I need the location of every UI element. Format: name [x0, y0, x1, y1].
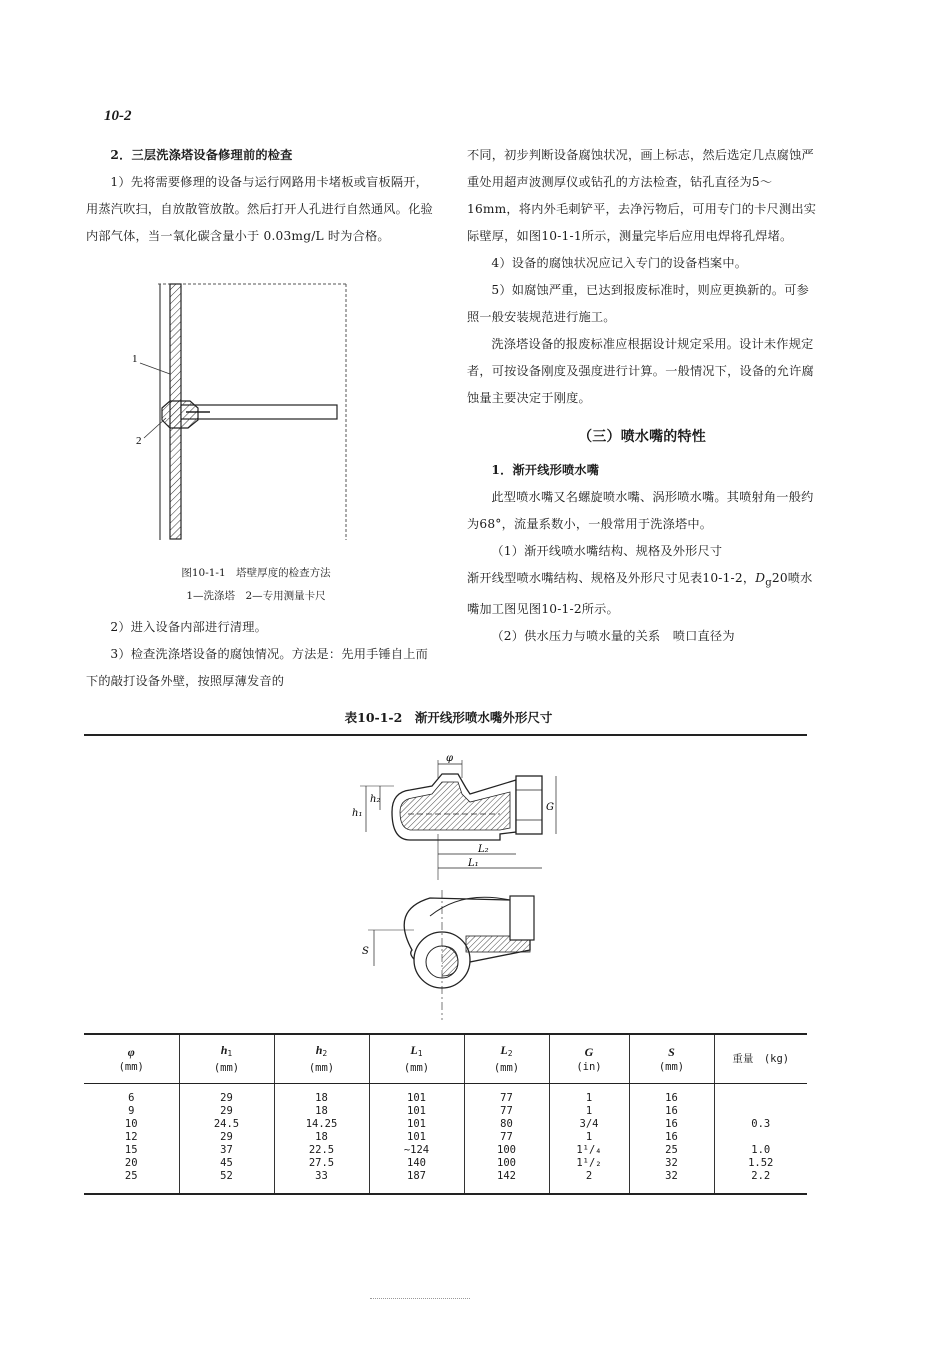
col-weight-values: 0.3 1.0 1.52 2.2 — [714, 1084, 807, 1195]
col-phi-values: 6 9 10 12 15 20 25 — [124, 1092, 138, 1182]
nozzle-side-view — [362, 890, 534, 1020]
table-row — [84, 1084, 807, 1195]
paragraph-r8: （2）供水压力与喷水量的关系 喷口直径为 — [491, 629, 735, 644]
header-h1: $h_1$ (mm) — [179, 1034, 274, 1084]
left-column — [86, 142, 436, 250]
spec-table — [84, 1033, 807, 1195]
col-G-values: 1 1 3/4 1 1¹/₄ 1¹/₂ 2 — [549, 1084, 629, 1195]
paragraph-r3: 5）如腐蚀严重，已达到报废标准时，则应更换新的。可参照一般安装规范进行施工。 — [467, 283, 810, 324]
section-heading: 2．三层洗涤塔设备修理前的检查 — [110, 148, 293, 162]
paragraph-r5: 此型喷水嘴又名螺旋喷水嘴、涡形喷水嘴。其喷射角一般约为68°，流量系数小，一般常用于洗涤塔中。 — [467, 490, 814, 531]
col-S-values: 16 16 16 16 25 32 32 — [629, 1084, 714, 1195]
col-h2-values: 18 18 14.25 18 22.5 27.5 33 — [274, 1084, 369, 1195]
header-L2: $L_2$ (mm) — [464, 1034, 549, 1084]
page-number: 10-2 — [104, 108, 132, 124]
dim-phi: φ — [446, 753, 454, 764]
table-header-row — [84, 1034, 807, 1084]
tower-wall-figure — [118, 278, 358, 558]
col-L2-values: 77 77 80 77 100 100 142 — [464, 1084, 549, 1195]
left-column-bottom — [86, 614, 436, 695]
figure1-caption: 图10-1-1 塔壁厚度的检查方法 — [181, 567, 331, 579]
sub-heading: 1．渐开线形喷水嘴 — [491, 463, 600, 477]
label-1: 1 — [132, 353, 138, 365]
header-weight: 重量 (kg) — [714, 1034, 807, 1084]
header-h2: $h_2$ (mm) — [274, 1034, 369, 1084]
col-h1-values: 29 29 24.5 29 37 45 52 — [179, 1084, 274, 1195]
paragraph-r6: （1）渐开线喷水嘴结构、规格及外形尺寸 — [491, 544, 723, 558]
paragraph-r4: 洗涤塔设备的报废标准应根据设计规定采用。设计未作规定者，可按设备刚度及强度进行计算。一般情况下，设备的允许腐蚀量主要决定于刚度。 — [467, 337, 814, 405]
header-S: S (mm) — [629, 1034, 714, 1084]
section-title: （三）喷水嘴的特性 — [578, 429, 706, 445]
paragraph-r1: 不同，初步判断设备腐蚀状况，画上标志，然后选定几点腐蚀严重处用超声波测厚仪或钻孔的方法检查，钻孔直径为5～16mm，将内外毛刺铲平，去净污物后，可用专门的卡尺测出实际壁厚，如图10-1-1所示，测量完毕后应用电焊将孔焊堵。 — [467, 148, 817, 243]
label-2: 2 — [136, 435, 142, 447]
paragraph-3: 3）检查洗涤塔设备的腐蚀情况。方法是：先用手锤自上而下的敲打设备外壁，按照厚薄发音的 — [86, 647, 429, 688]
header-G: G (in) — [549, 1034, 629, 1084]
scan-artifact — [370, 1298, 470, 1300]
col-L1-values: 101 101 101 101 ~124 140 187 — [369, 1084, 464, 1195]
dim-L1: L₁ — [468, 858, 479, 869]
table-title: 表10-1-2 渐开线形喷水嘴外形尺寸 — [344, 710, 553, 725]
table-top-rule — [84, 734, 807, 736]
header-phi: φ (mm) — [84, 1034, 179, 1084]
nozzle-figure — [350, 750, 590, 1030]
dim-h1: h₁ — [352, 808, 363, 819]
nozzle-front-view — [352, 753, 556, 880]
paragraph-1: 1）先将需要修理的设备与运行网路用卡堵板或盲板隔开，用蒸汽吹扫，自放散管放散。然后打开人孔进行自然通风。化验内部气体，当一氧化碳含量小于 0.03mg/L 时为合格。 — [86, 175, 433, 243]
header-L1: $L_1$ (mm) — [369, 1034, 464, 1084]
paragraph-r2: 4）设备的腐蚀状况应记入专门的设备档案中。 — [491, 256, 748, 270]
caliper-head — [162, 401, 198, 428]
dim-S: S — [362, 946, 369, 957]
dim-G: G — [546, 802, 554, 813]
right-column — [467, 142, 817, 650]
dim-h2: h₂ — [370, 794, 381, 805]
figure1-legend: 1—洗涤塔 2—专用测量卡尺 — [186, 590, 326, 602]
paragraph-2: 2）进入设备内部进行清理。 — [110, 620, 267, 634]
dim-L2: L₂ — [478, 844, 489, 855]
paragraph-r7: 渐开线型喷水嘴结构、规格及外形尺寸见表10-1-2，$D_g20$喷水嘴加工图见图10-1-2所示。 — [467, 571, 813, 617]
